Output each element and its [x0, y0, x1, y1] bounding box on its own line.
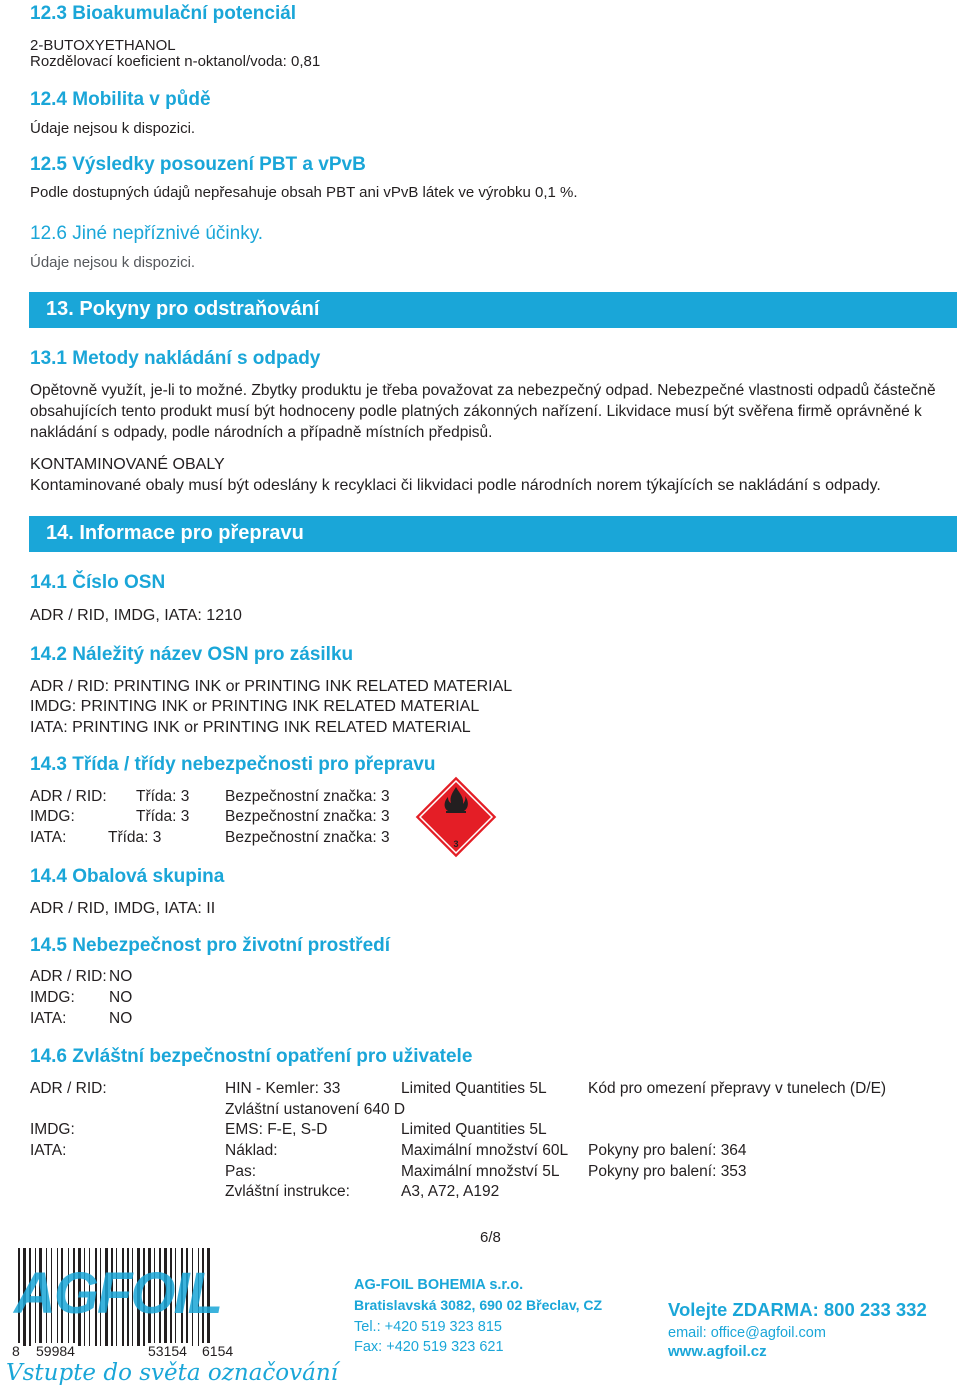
agfoil-logo: AGFOIL	[14, 1261, 222, 1326]
iata-passenger-label: Pas:	[225, 1163, 257, 1180]
limited-quantities: Limited Quantities 5L	[401, 1080, 547, 1097]
section-14-3-title: 14.3 Třída / třídy nebezpečnosti pro přepravu	[30, 754, 436, 775]
slogan: Vstupte do světa označování	[6, 1360, 339, 1386]
logo-barcode	[8, 1246, 258, 1361]
class-label: Bezpečnostní značka: 3	[225, 808, 390, 825]
env-mode: ADR / RID:	[30, 968, 107, 985]
contaminated-packaging-text: Kontaminované obaly musí být odeslány k recyklaci či likvidaci podle národních norem týkajících se nakládání s odpady.	[30, 477, 881, 494]
section-13-title: 13. Pokyny pro odstraňování	[46, 298, 320, 320]
section-14-6-title: 14.6 Zvláštní bezpečnostní opatření pro uživatele	[30, 1046, 473, 1067]
precaution-mode: IATA:	[30, 1142, 67, 1159]
class-label: Bezpečnostní značka: 3	[225, 788, 390, 805]
section-12-4-text: Údaje nejsou k dispozici.	[30, 120, 196, 137]
company-name: AG-FOIL BOHEMIA s.r.o.	[354, 1277, 524, 1293]
section-14-band	[29, 516, 957, 552]
section-13-band	[29, 292, 957, 328]
class-mode: ADR / RID:	[30, 788, 107, 805]
precaution-mode: IMDG:	[30, 1121, 75, 1138]
shipping-name-line: ADR / RID: PRINTING INK or PRINTING INK RELATED MATERIAL	[30, 678, 513, 695]
iata-special-value: A3, A72, A192	[401, 1183, 500, 1200]
section-13-1-title: 13.1 Metody nakládání s odpady	[30, 348, 321, 369]
company-email[interactable]: email: office@agfoil.com	[668, 1325, 826, 1341]
hin-kemler: HIN - Kemler: 33	[225, 1080, 341, 1097]
special-provision: Zvláštní ustanovení 640 D	[225, 1101, 406, 1118]
company-fax: Fax: +420 519 323 621	[354, 1339, 504, 1355]
section-14-2-title: 14.2 Náležitý název OSN pro zásilku	[30, 644, 354, 665]
iata-cargo-packing: Pokyny pro balení: 364	[588, 1142, 747, 1159]
iata-special-label: Zvláštní instrukce:	[225, 1183, 350, 1200]
class-mode: IATA:	[30, 829, 67, 846]
hazard-class-number: 3	[453, 839, 459, 849]
env-value: NO	[109, 989, 133, 1006]
iata-cargo-max: Maximální množství 60L	[401, 1142, 569, 1159]
disposal-paragraph: Opětovně využít, je-li to možné. Zbytky produktu je třeba považovat za nebezpečný odpad. Nebezpečné vlastnosti odpadů částečně obsahujících tento produkt musí být hodnoceny podle platných zákonných nařízení. Likvidace musí být svěřena firmě oprávněné k nakládání s odpady, podle národních a případně místních předpisů.	[30, 382, 936, 441]
page-number: 6/8	[480, 1229, 501, 1246]
env-mode: IMDG:	[30, 989, 75, 1006]
ems-code: EMS: F-E, S-D	[225, 1121, 328, 1138]
substance-name: 2-BUTOXYETHANOL	[30, 37, 176, 54]
barcode-digit: 59984	[36, 1343, 75, 1359]
section-12-4-title: 12.4 Mobilita v půdě	[30, 89, 211, 110]
free-call: Volejte ZDARMA: 800 233 332	[668, 1299, 927, 1320]
class-value: Třída: 3	[108, 829, 162, 846]
packing-group: ADR / RID, IMDG, IATA: II	[30, 900, 216, 917]
limited-quantities: Limited Quantities 5L	[401, 1121, 547, 1138]
section-14-5-title: 14.5 Nebezpečnost pro životní prostředí	[30, 935, 391, 956]
class-mode: IMDG:	[30, 808, 75, 825]
section-12-3-title: 12.3 Bioakumulační potenciál	[30, 3, 297, 24]
section-14-title: 14. Informace pro přepravu	[46, 522, 304, 544]
env-mode: IATA:	[30, 1010, 67, 1027]
iata-passenger-max: Maximální množství 5L	[401, 1163, 560, 1180]
barcode-digit: 6154	[202, 1343, 234, 1359]
env-value: NO	[109, 1010, 133, 1027]
section-14-1-title: 14.1 Číslo OSN	[30, 572, 166, 593]
section-12-6-title: 12.6 Jiné nepříznivé účinky.	[30, 223, 264, 244]
shipping-name-line: IATA: PRINTING INK or PRINTING INK RELATED MATERIAL	[30, 719, 471, 736]
section-14-4-title: 14.4 Obalová skupina	[30, 866, 225, 887]
shipping-name-line: IMDG: PRINTING INK or PRINTING INK RELATED MATERIAL	[30, 698, 480, 715]
barcode-digit: 8	[12, 1343, 20, 1359]
iata-cargo-label: Náklad:	[225, 1142, 278, 1159]
company-web[interactable]: www.agfoil.cz	[668, 1343, 767, 1360]
flammable-hazard-label	[413, 774, 499, 860]
class-value: Třída: 3	[136, 808, 190, 825]
section-12-6-text: Údaje nejsou k dispozici.	[30, 254, 196, 271]
section-12-5-title: 12.5 Výsledky posouzení PBT a vPvB	[30, 154, 366, 175]
class-value: Třída: 3	[136, 788, 190, 805]
partition-coefficient: Rozdělovací koeficient n-oktanol/voda: 0,81	[30, 53, 321, 70]
tunnel-code: Kód pro omezení přepravy v tunelech (D/E)	[588, 1080, 887, 1097]
env-value: NO	[109, 968, 133, 985]
iata-passenger-packing: Pokyny pro balení: 353	[588, 1163, 747, 1180]
section-12-5-text: Podle dostupných údajů nepřesahuje obsah PBT ani vPvB látek ve výrobku 0,1 %.	[30, 184, 578, 201]
company-tel: Tel.: +420 519 323 815	[354, 1319, 502, 1335]
class-label: Bezpečnostní značka: 3	[225, 829, 390, 846]
barcode-digit: 53154	[148, 1343, 187, 1359]
precaution-mode: ADR / RID:	[30, 1080, 107, 1097]
company-address: Bratislavská 3082, 690 02 Břeclav, CZ	[354, 1297, 603, 1313]
un-number: ADR / RID, IMDG, IATA: 1210	[30, 607, 242, 624]
contaminated-packaging-heading: KONTAMINOVANÉ OBALY	[30, 456, 225, 473]
